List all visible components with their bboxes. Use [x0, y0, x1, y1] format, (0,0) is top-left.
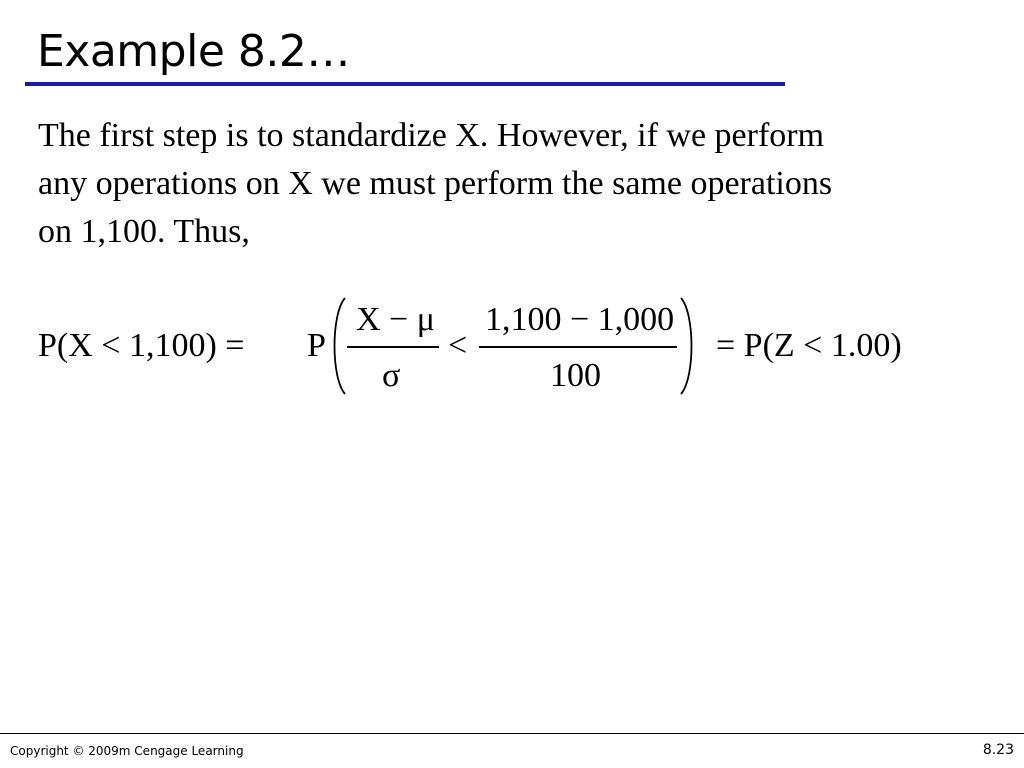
body-line-2: any operations on X we must perform the same operations [38, 165, 833, 202]
fraction-left-numerator: X − μ [356, 301, 435, 338]
fraction-right-bar [479, 346, 677, 348]
slide-title: Example 8.2… [37, 26, 350, 77]
right-parenthesis-icon [679, 296, 699, 396]
fraction-right-denominator: 100 [550, 357, 601, 394]
title-underline [25, 82, 785, 86]
slide-number: 8.23 [982, 742, 1014, 758]
fraction-right-numerator: 1,100 − 1,000 [485, 301, 675, 338]
equation-rhs: = P(Z < 1.00) [716, 327, 902, 364]
fraction-left-denominator: σ [382, 357, 401, 394]
body-line-1: The first step is to standardize X. However, if we perform [38, 117, 825, 154]
footer-copyright: Copyright © 2009m Cengage Learning [10, 744, 244, 758]
body-line-3: on 1,100. Thus, [38, 213, 250, 250]
inequality-sign: < [448, 327, 468, 364]
left-parenthesis-icon [327, 296, 347, 396]
slide-body [38, 112, 988, 256]
fraction-left-bar [347, 346, 439, 348]
footer-divider [0, 733, 1024, 734]
equation-probability-label: P [307, 327, 326, 364]
equation-lhs: P(X < 1,100) = [38, 327, 245, 364]
